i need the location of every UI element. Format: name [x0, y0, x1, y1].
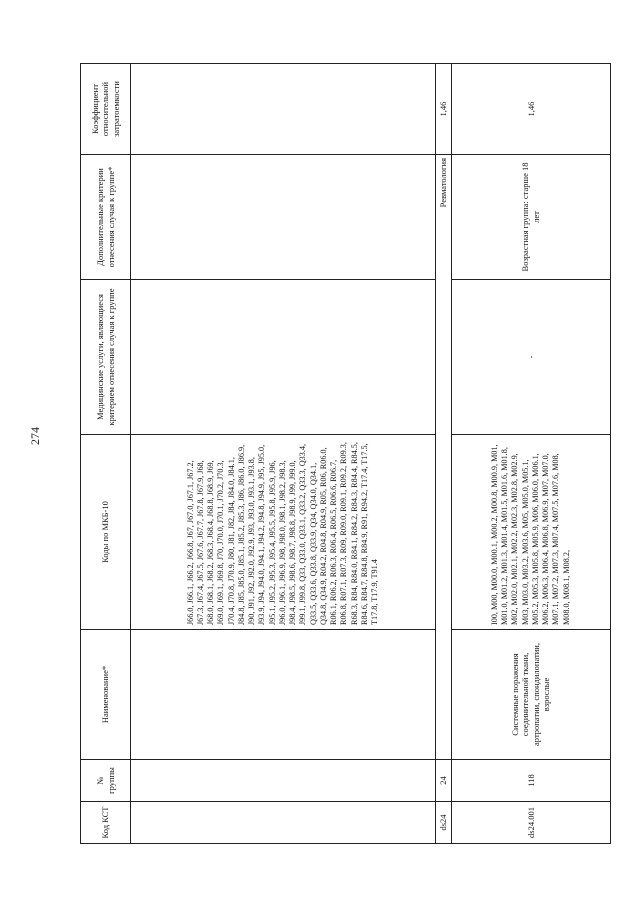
tariff-table	[80, 64, 611, 844]
kst-code-cell: ds24.001	[451, 802, 610, 844]
page-number: 274	[28, 427, 42, 445]
criteria-cell: Возрастная группа: старше 18 лет	[451, 155, 610, 280]
header-criteria: Дополнительные критерии отнесения случая к группе*	[81, 155, 131, 280]
table-row	[131, 64, 436, 844]
mkb-codes-cell: I00, M00, M00.0, M00.1, M00.2, M00.8, M00.9, M01, M01.0, M01.2, M01.3, M01.4, M01.5, M01.6, M01.8, M02, M02.0, M02.1, M02.2, M02.3, M02.8, M02.9, M03, M03.0, M03.2, M03.6, M05, M05.0, M05.1, M05.2, M05.3, M05.8, M05.9, M06, M06.0, M06.1, M06.2, M06.3, M06.4, M06.8, M06.9, M07, M07.0, M07.1, M07.2, M07.3, M07.4, M07.5, M07.6, M08, M08.0, M08.1, M08.2,	[451, 435, 610, 630]
kst-code-cell: ds24	[436, 802, 452, 844]
table-row	[451, 64, 610, 844]
header-kst-code: Код КСТ	[81, 802, 131, 844]
header-mkb-codes: Коды по МКБ-10	[81, 435, 131, 630]
group-no-cell: 24	[436, 760, 452, 802]
header-name: Наименование*	[81, 630, 131, 760]
services-cell: -	[451, 280, 610, 435]
header-services: Медицинские услуги, являющиеся критерием отнесения случая к группе	[81, 280, 131, 435]
mkb-codes-cell: J66.0, J66.1, J66.2, J66.8, J67, J67.0, J67.1, J67.2, J67.3, J67.4, J67.5, J67.6, J67.7, J67.8, J67.9, J68, J68.0, J68.1, J68.2, J68.3, J68.4, J68.8, J68.9, J69, J69.0, J69.1, J69.8, J70, J70.0, J70.1, J70.2, J70.3, J70.4, J70.8, J70.9, J80, J81, J82, J84, J84.0, J84.1, J84.8, J85, J85.0, J85.1, J85.2, J85.3, J86, J86.0, J86.9, J90, J91, J92, J92.0, J92.9, J93, J93.0, J93.1, J93.8, J93.9, J94, J94.0, J94.1, J94.2, J94.8, J94.9, J95, J95.0, J95.1, J95.2, J95.3, J95.4, J95.5, J95.8, J95.9, J96, J96.0, J96.1, J96.9, J98, J98.0, J98.1, J98.2, J98.3, J98.4, J98.5, J98.6, J98.7, J98.8, J98.9, J99, J99.0, J99.1, J99.8, Q33, Q33.0, Q33.1, Q33.2, Q33.3, Q33.4, Q33.5, Q33.6, Q33.8, Q33.9, Q34, Q34.0, Q34.1, Q34.8, Q34.9, R04.2, R04.8, R04.9, R05, R06, R06.0, R06.1, R06.2, R06.3, R06.4, R06.5, R06.6, R06.7, R06.8, R07.1, R07.3, R09, R09.0, R09.1, R09.2, R09.3, R68.3, R84, R84.0, R84.1, R84.2, R84.3, R84.4, R84.5, R84.6, R84.7, R84.8, R84.9, R91, R94.2, T17.4, T17.5, T17.8, T17.9, T91.4	[131, 435, 436, 630]
profile-cell: Ревматология	[436, 155, 452, 760]
header-row	[81, 64, 131, 844]
coef-cell: 1,46	[436, 64, 452, 155]
group-no-cell: 118	[451, 760, 610, 802]
header-group-no: № группы	[81, 760, 131, 802]
name-cell: Системные поражения соединительной ткани, артропатии, спондилопатии, взрослые	[451, 630, 610, 760]
coef-cell: 1,46	[451, 64, 610, 155]
table-row	[436, 64, 452, 844]
header-coef: Коэффициент относительной затратоемкости	[81, 64, 131, 155]
